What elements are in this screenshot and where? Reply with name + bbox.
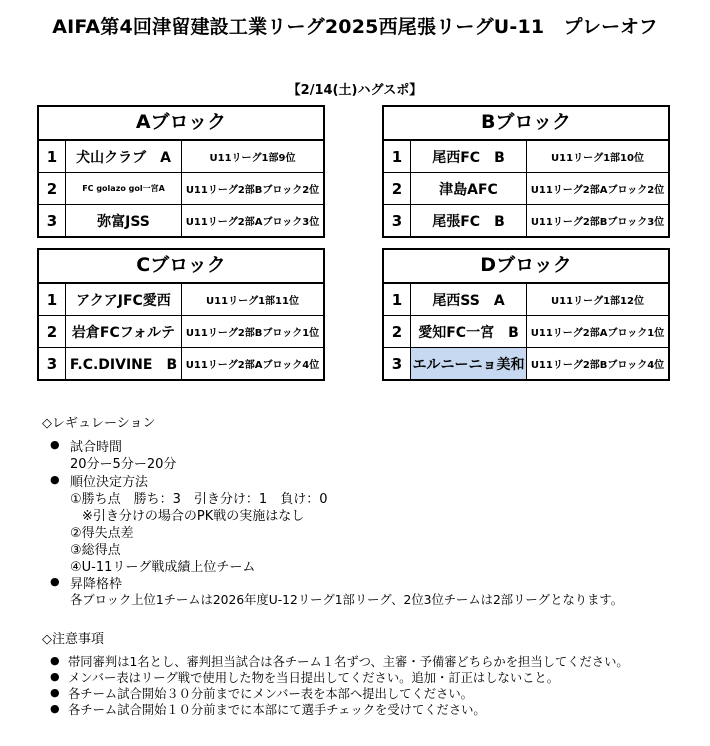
block-b-header: Bブロック — [384, 107, 668, 141]
table-row — [39, 284, 323, 316]
bullet-icon: ● — [50, 670, 60, 683]
regulation-item-line: ④U-11リーグ戦成績上位チーム — [70, 560, 256, 575]
team-cell: FC golazo gol一宮A — [66, 173, 182, 204]
team-cell: 愛知FC一宮 B — [411, 316, 527, 347]
team-cell: 尾西SS A — [411, 284, 527, 315]
qualification-cell: U11リーグ2部Bブロック4位 — [530, 360, 665, 371]
qualification-cell: U11リーグ1部10位 — [551, 153, 644, 164]
rank-cell: 3 — [384, 205, 411, 236]
regulation-item-line: ※引き分けの場合のPK戦の実施はなし — [82, 509, 305, 524]
regulation-item-line: 20分ー5分ー20分 — [70, 457, 177, 472]
bullet-icon: ● — [50, 438, 60, 451]
table-row — [39, 173, 323, 205]
team-cell: 岩倉FCフォルテ — [66, 316, 182, 347]
qualification-cell: U11リーグ2部Bブロック3位 — [530, 217, 665, 228]
rank-cell: 3 — [384, 348, 411, 379]
table-row — [39, 348, 323, 379]
rank-cell: 2 — [384, 316, 411, 347]
bullet-icon: ● — [50, 686, 60, 699]
qualification-cell: U11リーグ2部Aブロック3位 — [185, 217, 320, 228]
block-a-table — [37, 105, 325, 238]
note-item: 各チーム試合開始１０分前までに本部にて選手チェックを受けてください。 — [68, 703, 486, 717]
block-c-table — [37, 248, 325, 381]
qualification-cell: U11リーグ2部Aブロック2位 — [530, 185, 665, 196]
rank-cell: 3 — [39, 348, 66, 379]
rank-cell: 2 — [384, 173, 411, 204]
qualification-cell: U11リーグ2部Aブロック1位 — [530, 328, 665, 339]
qualification-cell: U11リーグ1部11位 — [206, 296, 299, 307]
rank-cell: 1 — [39, 284, 66, 315]
note-item: メンバー表はリーグ戦で使用した物を当日提出してください。追加・訂正はしないこと。 — [68, 671, 560, 685]
bullet-icon: ● — [50, 473, 60, 486]
note-item: 各チーム試合開始３０分前までにメンバー表を本部へ提出してください。 — [68, 687, 473, 701]
table-row — [384, 316, 668, 348]
team-cell: 尾西FC B — [411, 141, 527, 172]
qualification-cell: U11リーグ2部Aブロック4位 — [185, 360, 320, 371]
qualification-cell: U11リーグ2部Bブロック1位 — [185, 328, 320, 339]
table-row — [39, 316, 323, 348]
team-cell: 犬山クラブ A — [66, 141, 182, 172]
table-row — [384, 205, 668, 236]
bullet-icon: ● — [50, 702, 60, 715]
block-a-header: Aブロック — [39, 107, 323, 141]
table-row — [384, 173, 668, 205]
team-cell: エルニーニョ美和 — [411, 348, 527, 379]
bullet-icon: ● — [50, 575, 60, 588]
event-date: 【2/14(土)ハグスポ】 — [287, 83, 423, 98]
team-cell: 津島AFC — [411, 173, 527, 204]
rank-cell: 1 — [39, 141, 66, 172]
regulation-item-line: ②得失点差 — [70, 526, 134, 541]
regulation-item-label: 順位決定方法 — [70, 475, 149, 490]
regulation-item-line: 各ブロック上位1チームは2026年度U-12リーグ1部リーグ、2位3位チームは2部リーグとなります。 — [70, 593, 624, 607]
regulation-item-label: 試合時間 — [70, 440, 123, 455]
team-cell: F.C.DIVINE B — [66, 348, 182, 379]
rank-cell: 2 — [39, 173, 66, 204]
block-d-header: Dブロック — [384, 250, 668, 284]
rank-cell: 3 — [39, 205, 66, 236]
block-d-table — [382, 248, 670, 381]
table-row — [384, 284, 668, 316]
team-cell: 弥富JSS — [66, 205, 182, 236]
rank-cell: 1 — [384, 284, 411, 315]
qualification-cell: U11リーグ2部Bブロック2位 — [185, 185, 320, 196]
regulation-item-label: 昇降格枠 — [70, 577, 123, 592]
qualification-cell: U11リーグ1部9位 — [209, 153, 296, 164]
note-item: 帯同審判は1名とし、審判担当試合は各チーム１名ずつ、主審・予備審どちらかを担当してください。 — [68, 655, 629, 669]
table-row — [384, 348, 668, 379]
page-title: AIFA第4回津留建設工業リーグ2025西尾張リーグU-11 プレーオフ — [52, 16, 658, 38]
block-b-table — [382, 105, 670, 238]
regulation-item-line: ①勝ち点 勝ち：3 引き分け：1 負け：0 — [70, 492, 328, 507]
qualification-cell: U11リーグ1部12位 — [551, 296, 644, 307]
rank-cell: 1 — [384, 141, 411, 172]
block-c-header: Cブロック — [39, 250, 323, 284]
table-row — [384, 141, 668, 173]
regulation-item-line: ③総得点 — [70, 543, 121, 558]
notes-heading: ◇注意事項 — [42, 632, 104, 647]
table-row — [39, 205, 323, 236]
team-cell: 尾張FC B — [411, 205, 527, 236]
bullet-icon: ● — [50, 654, 60, 667]
rank-cell: 2 — [39, 316, 66, 347]
regulation-heading: ◇レギュレーション — [42, 416, 156, 431]
team-cell: アクアJFC愛西 — [66, 284, 182, 315]
table-row — [39, 141, 323, 173]
